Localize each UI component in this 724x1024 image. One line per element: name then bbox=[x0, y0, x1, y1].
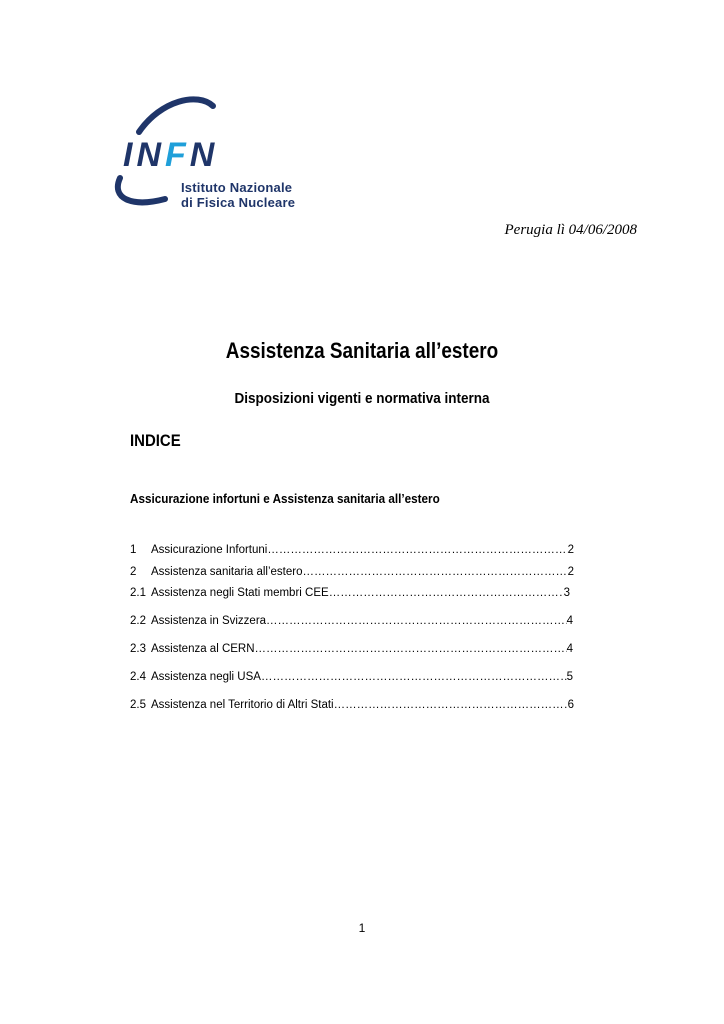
toc-dot-leader bbox=[266, 613, 567, 629]
toc-entry-page: 2 bbox=[567, 566, 574, 578]
section-heading: Assicurazione infortuni e Assistenza sanitaria all’estero bbox=[130, 491, 440, 506]
toc-entry-number: 2.4 bbox=[130, 671, 146, 683]
toc-entry-number: 2.1 bbox=[130, 587, 146, 599]
toc-dot-leader bbox=[329, 585, 564, 601]
toc-entry[interactable] bbox=[130, 613, 573, 629]
toc-entry[interactable] bbox=[130, 641, 573, 657]
logo-line-2: di Fisica Nucleare bbox=[181, 195, 296, 210]
toc-entry-page: 2 bbox=[567, 544, 574, 556]
toc-dot-leader bbox=[255, 641, 567, 657]
toc-entry[interactable] bbox=[130, 585, 570, 601]
toc-entry-label: Assistenza negli USA bbox=[151, 671, 261, 683]
toc-entry-label: Assicurazione Infortuni bbox=[151, 544, 268, 556]
toc-dot-leader bbox=[267, 542, 567, 558]
document-subtitle: Disposizioni vigenti e normativa interna bbox=[234, 390, 490, 407]
logo-brand-text bbox=[123, 136, 218, 174]
toc-entry[interactable] bbox=[130, 564, 574, 580]
toc-entry-number: 2.2 bbox=[130, 615, 146, 627]
toc-entry-number: 2 bbox=[130, 566, 137, 578]
toc-entry-page: 4 bbox=[566, 615, 573, 627]
logo-letter-n1: N bbox=[136, 136, 166, 174]
toc-entry[interactable] bbox=[130, 697, 574, 713]
logo-letter-f: F bbox=[165, 136, 190, 174]
toc-dot-leader bbox=[334, 697, 568, 713]
logo-caption bbox=[181, 180, 295, 210]
document-title: Assistenza Sanitaria all’estero bbox=[225, 338, 499, 363]
toc-entry[interactable] bbox=[130, 669, 573, 685]
index-heading: INDICE bbox=[130, 431, 181, 450]
document-date: Perugia lì 04/06/2008 bbox=[504, 222, 637, 238]
toc-entry-page: 6 bbox=[567, 699, 574, 711]
logo-letter-n2: N bbox=[189, 136, 219, 174]
logo-letter-i: I bbox=[123, 136, 137, 174]
toc-entry-number: 2.3 bbox=[130, 643, 146, 655]
toc-dot-leader bbox=[261, 669, 567, 685]
toc-entry-label: Assistenza sanitaria all’estero bbox=[151, 566, 303, 578]
toc-entry-number: 2.5 bbox=[130, 699, 146, 711]
toc-entry-label: Assistenza negli Stati membri CEE bbox=[151, 587, 329, 599]
toc-entry-label: Assistenza nel Territorio di Altri Stati bbox=[151, 699, 334, 711]
toc-entry-page: 3 bbox=[563, 587, 570, 599]
toc-entry-page: 4 bbox=[566, 643, 573, 655]
toc-entry-label: Assistenza in Svizzera bbox=[151, 615, 267, 627]
toc-dot-leader bbox=[303, 564, 568, 580]
toc-entry-page: 5 bbox=[566, 671, 573, 683]
logo-line-1: Istituto Nazionale bbox=[181, 180, 293, 195]
toc-entry-number: 1 bbox=[130, 544, 137, 556]
logo-lower-arc bbox=[118, 178, 165, 202]
infn-logo bbox=[103, 86, 308, 216]
toc-entry-label: Assistenza al CERN bbox=[151, 643, 255, 655]
page-number: 1 bbox=[358, 921, 366, 935]
logo-upper-arc bbox=[139, 99, 213, 132]
toc-entry[interactable] bbox=[130, 542, 574, 558]
